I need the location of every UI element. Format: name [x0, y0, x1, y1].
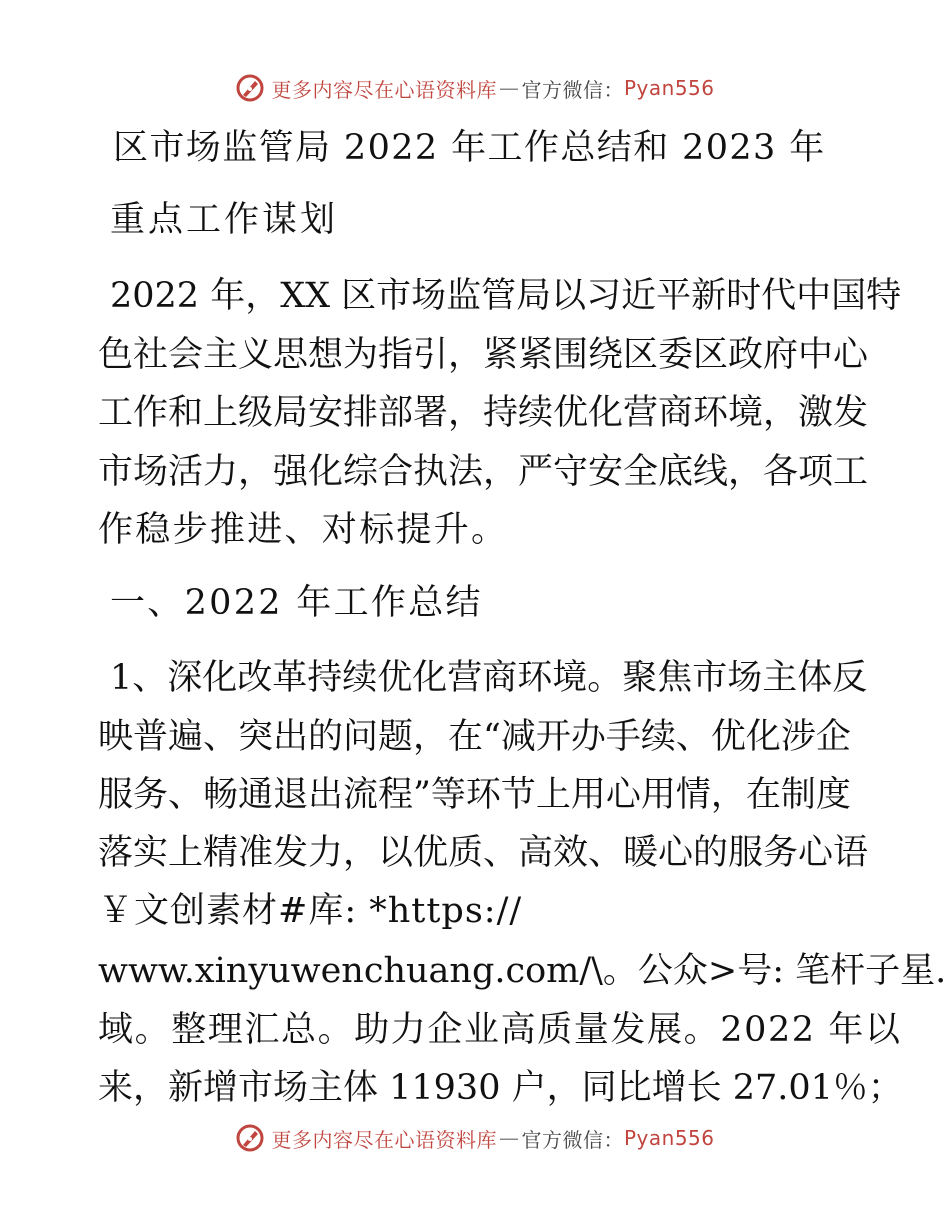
item1-line: 来，新增市场主体 11930 户，同比增长 27.01％；	[98, 1068, 903, 1108]
item1-line: 落实上精准发力，以优质、高效、暖心的服务心语	[98, 833, 869, 873]
watermark-text: 更多内容尽在心语资料库	[271, 77, 497, 102]
pen-nib-circle-icon	[235, 1123, 265, 1153]
doc-title-line-1: 区市场监管局 2022 年工作总结和 2023 年	[113, 128, 826, 168]
watermark-official-label: 官方微信：	[521, 1127, 624, 1152]
item1-line: 域。整理汇总。助力企业高质量发展。2022 年以	[98, 1010, 902, 1050]
doc-title-line-2: 重点工作谋划	[110, 200, 339, 240]
item1-line: 映普遍、突出的问题，在“减开办手续、优化涉企	[98, 717, 851, 757]
watermark-account: Pyan556	[623, 1126, 715, 1150]
watermark-header	[0, 73, 950, 103]
intro-line: 色社会主义思想为指引，紧紧围绕区委区政府中心	[98, 335, 869, 375]
watermark-account: Pyan556	[623, 76, 715, 100]
watermark-footer	[0, 1123, 950, 1153]
intro-line: 市场活力，强化综合执法，严守安全底线，各项工	[98, 452, 869, 492]
pen-nib-circle-icon	[235, 73, 265, 103]
watermark-separator: —	[498, 1126, 520, 1150]
watermark-separator: —	[498, 76, 520, 100]
intro-line: 工作和上级局安排部署，持续优化营商环境，激发	[98, 393, 869, 433]
section-heading: 一、2022 年工作总结	[110, 583, 483, 623]
watermark-official-label: 官方微信：	[521, 77, 624, 102]
item1-line: ￥文创素材#库: *https://	[98, 891, 523, 931]
item1-line: 服务、畅通退出流程”等环节上用心用情，在制度	[98, 775, 851, 815]
item1-line: 1、深化改革持续优化营商环境。聚焦市场主体反	[110, 658, 868, 698]
intro-line: 2022 年，XX 区市场监管局以习近平新时代中国特	[110, 276, 902, 316]
watermark-text: 更多内容尽在心语资料库	[271, 1127, 497, 1152]
intro-line: 作稳步推进、对标提升。	[98, 510, 509, 550]
item1-line: www.xinyuwenchuang.com/\。公众>号: 笔杆子星.	[98, 951, 947, 991]
